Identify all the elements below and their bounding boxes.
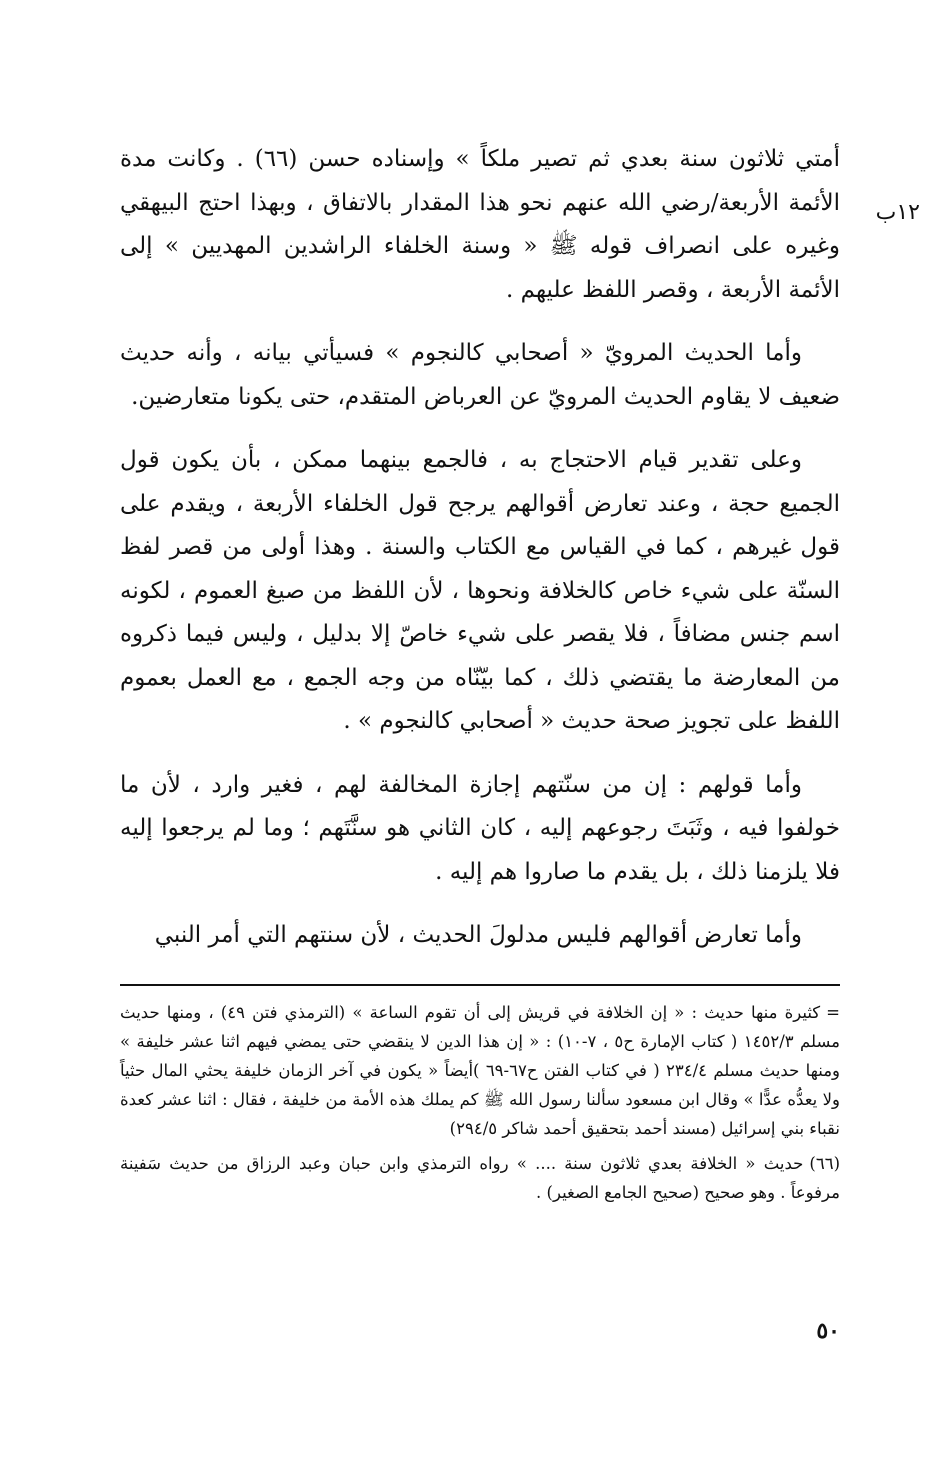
footnote-divider — [120, 984, 840, 986]
paragraph-2: وأما الحديث المرويّ « أصحابي كالنجوم » فسيأتي بيانه ، وأنه حديث ضعيف لا يقاوم الحديث المرويّ عن العرباض المتقدم، حتى يكونا متعارضين. — [120, 340, 840, 410]
footnotes — [120, 998, 840, 1207]
footnote-text: حديث « الخلافة بعدي ثلاثون سنة .... » رواه الترمذي وابن حبان وعبد الرزاق من حديث سَفينة مرفوعاً . وهو صحيح (صحيح الجامع الصغير) . — [120, 1154, 840, 1202]
footnote-text: كثيرة منها حديث : « إن الخلافة في قريش إلى أن تقوم الساعة » (الترمذي فتن ٤٩) ، ومنها حديث مسلم ١٤٥٢/٣ ( كتاب الإمارة ح٥ ، ٧-١٠) : « إن هذا الدين لا ينقضي حتى يمضي فيهم اثنا عشر خليفة » ومنها حديث مسلم ٢٣٤/٤ ( في كتاب الفتن ح٦٧-٦٩ )أيضاً « يكون في آخر الزمان خليفة يحثي المال حثياً ولا يعدُّه عدًّا » وقال ابن مسعود سألنا رسول الله ﷺ كم يملك هذه الأمة من خليفة ، فقال : اثنا عشر كعدة نقباء بني إسرائيل (مسند أحمد بتحقيق أحمد شاكر ٢٩٤/٥) — [120, 1003, 840, 1138]
paragraph-1: أمتي ثلاثون سنة بعدي ثم تصير ملكاً » وإسناده حسن (٦٦) . وكانت مدة الأئمة الأربعة/رضي الله عنهم نحو هذا المقدار بالاتفاق ، وبهذا احتج البيهقي وغيره على انصراف قوله ﷺ « وسنة الخلفاء الراشدين المهديين » إلى الأئمة الأربعة ، وقصر اللفظ عليهم . — [120, 146, 840, 303]
paragraph-5: وأما تعارض أقوالهم فليس مدلولَ الحديث ، لأن سنتهم التي أمر النبي — [154, 922, 802, 948]
main-text — [120, 138, 840, 958]
paragraph-4: وأما قولهم : إن من سنّتهم إجازة المخالفة لهم ، فغير وارد ، لأن ما خولفوا فيه ، وثَبَتَ رجوعهم إليه ، كان الثاني هو سنَّتَهم ؛ وما لم يرجعوا إليه فلا يلزمنا ذلك ، بل يقدم ما صاروا هم إليه . — [120, 771, 840, 885]
footnote-66 — [120, 1149, 840, 1207]
page-number: ٥٠ — [816, 1318, 840, 1344]
footnote-continued — [120, 998, 840, 1143]
paragraph-3: وعلى تقدير قيام الاحتجاج به ، فالجمع بينهما ممكن ، بأن يكون قول الجميع حجة ، وعند تعارض أقوالهم يرجح قول الخلفاء الأربعة ، ويقدم على قول غيرهم ، كما في القياس مع الكتاب والسنة . وهذا أولى من قصر لفظ السنّة على شيء خاص كالخلافة ونحوها ، لأن اللفظ من صيغ العموم ، لكونه اسم جنس مضافاً ، فلا يقصر على شيء خاصّ إلا بدليل ، وليس فيما ذكروه من المعارضة ما يقتضي ذلك ، كما بيّنّاه من وجه الجمع ، مع العمل بعموم اللفظ على تجويز صحة حديث « أصحابي كالنجوم » . — [120, 447, 840, 734]
manuscript-folio-note: ١٢ب — [875, 200, 920, 225]
footnote-number: (٦٦) — [809, 1154, 840, 1173]
footnote-continuation-mark: = — [826, 1003, 840, 1022]
